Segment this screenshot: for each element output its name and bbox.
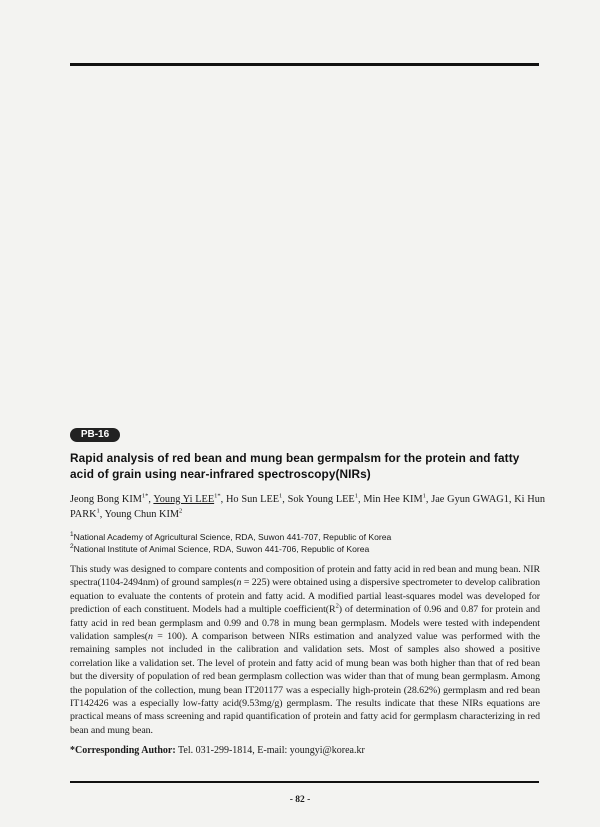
abstract-sup: 2 [335, 602, 339, 610]
affiliation-sup: 2 [70, 543, 74, 551]
affiliation-sup: 1 [70, 531, 74, 539]
affiliation-1 [70, 531, 540, 543]
poster-id-badge: PB-16 [70, 428, 120, 442]
author-sup: 1 [279, 492, 283, 500]
author-name: Min Hee KIM [363, 494, 423, 505]
abstract-text: This study was designed to compare contents and composition of protein and fatty acid in red bean and mung bean. NIR spectra(1104-2494nm) of ground samples( [70, 564, 540, 589]
abstract [70, 563, 540, 737]
corresponding-author [70, 744, 540, 757]
author-list: Jeong Bong $KIM^{1*}$, Young Yi $LEE^{1*}$, Ho Sun LEE$^1$, Sok Young LEE$^1$, Min Hee KIM$^1$, Jae Gyun GWAG1, Ki Hun PARK$^1$, Young Chun KIM$^2$ [70, 492, 546, 520]
author-sup: 1 [354, 492, 358, 500]
author-name: Jeong Bong KIM [70, 494, 142, 505]
affiliation-text: National Academy of Agricultural Science, RDA, Suwon 441-707, Republic of Korea [73, 532, 392, 542]
author-name: Young Chun KIM [104, 509, 180, 520]
top-rule [70, 63, 539, 66]
bottom-rule [70, 781, 539, 783]
author-name: Ki Hun PARK [70, 494, 546, 520]
page-number: - 82 - [289, 795, 311, 805]
abstract-text: ) of determination of 0.96 and 0.87 for protein and fatty acid in red bean germplasm and 0.99 and 0.78 in mung bean germplasm. Models were tested with independent validation samples( [70, 604, 540, 643]
author-sup: 2 [179, 507, 183, 515]
affiliation-text: National Institute of Animal Science, RDA, Suwon 441-706, Republic of Korea [73, 544, 370, 554]
corresponding-contact: Tel. 031-299-1814, E-mail: youngyi@korea.kr [175, 745, 365, 756]
corresponding-label: *Corresponding Author: [70, 745, 176, 756]
author-sup: 1 [422, 492, 426, 500]
author-name: Sok Young LEE [287, 494, 355, 505]
author-name: Young Yi LEE [153, 494, 215, 505]
abstract-italic-n: n [148, 631, 153, 643]
author-sup: 1 [96, 507, 100, 515]
author-name: Jae Gyun GWAG1 [431, 494, 509, 505]
affiliation-2 [70, 543, 540, 555]
abstract-italic-n: n [236, 577, 242, 589]
abstract-text: = 225) were obtained using a dispersive spectrometer to develop calibration equation to evaluate the contents of protein and fatty acid. A modified partial least-squares model was developed for prediction of each constituent. Models had a multiple coefficient(R [70, 577, 540, 616]
paper-title: Rapid analysis of red bean and mung bean germpalsm for the protein and fatty acid of grain using near-infrared spectroscopy(NIRs) [70, 451, 520, 481]
abstract-text: = 100). A comparison between NIRs estimation and analyzed value was performed with the remaining samples not included in the calibration and validation sets. Most of samples also showed a positive correlation like a validation set. The level of protein and fatty acid of mung bean was both higher than that of red bean but the diversity of population of red bean germplasm collection was wider than that of mung bean germplasm. Among the population of the collection, mung bean IT201177 was a especially high-protein (28.62%) germplasm and red bean IT142426 was a especially low-fatty acid(9.53mg/g) germplasm. The results indicate that these NIRs equations are practical means of mass screening and rapid quantification of protein and fatty acid for germplasm characterizing in red bean and mung bean. [70, 631, 540, 736]
author-sup: 1* [141, 492, 149, 500]
author-name: Ho Sun LEE [226, 494, 280, 505]
author-sup: 1* [214, 492, 221, 500]
